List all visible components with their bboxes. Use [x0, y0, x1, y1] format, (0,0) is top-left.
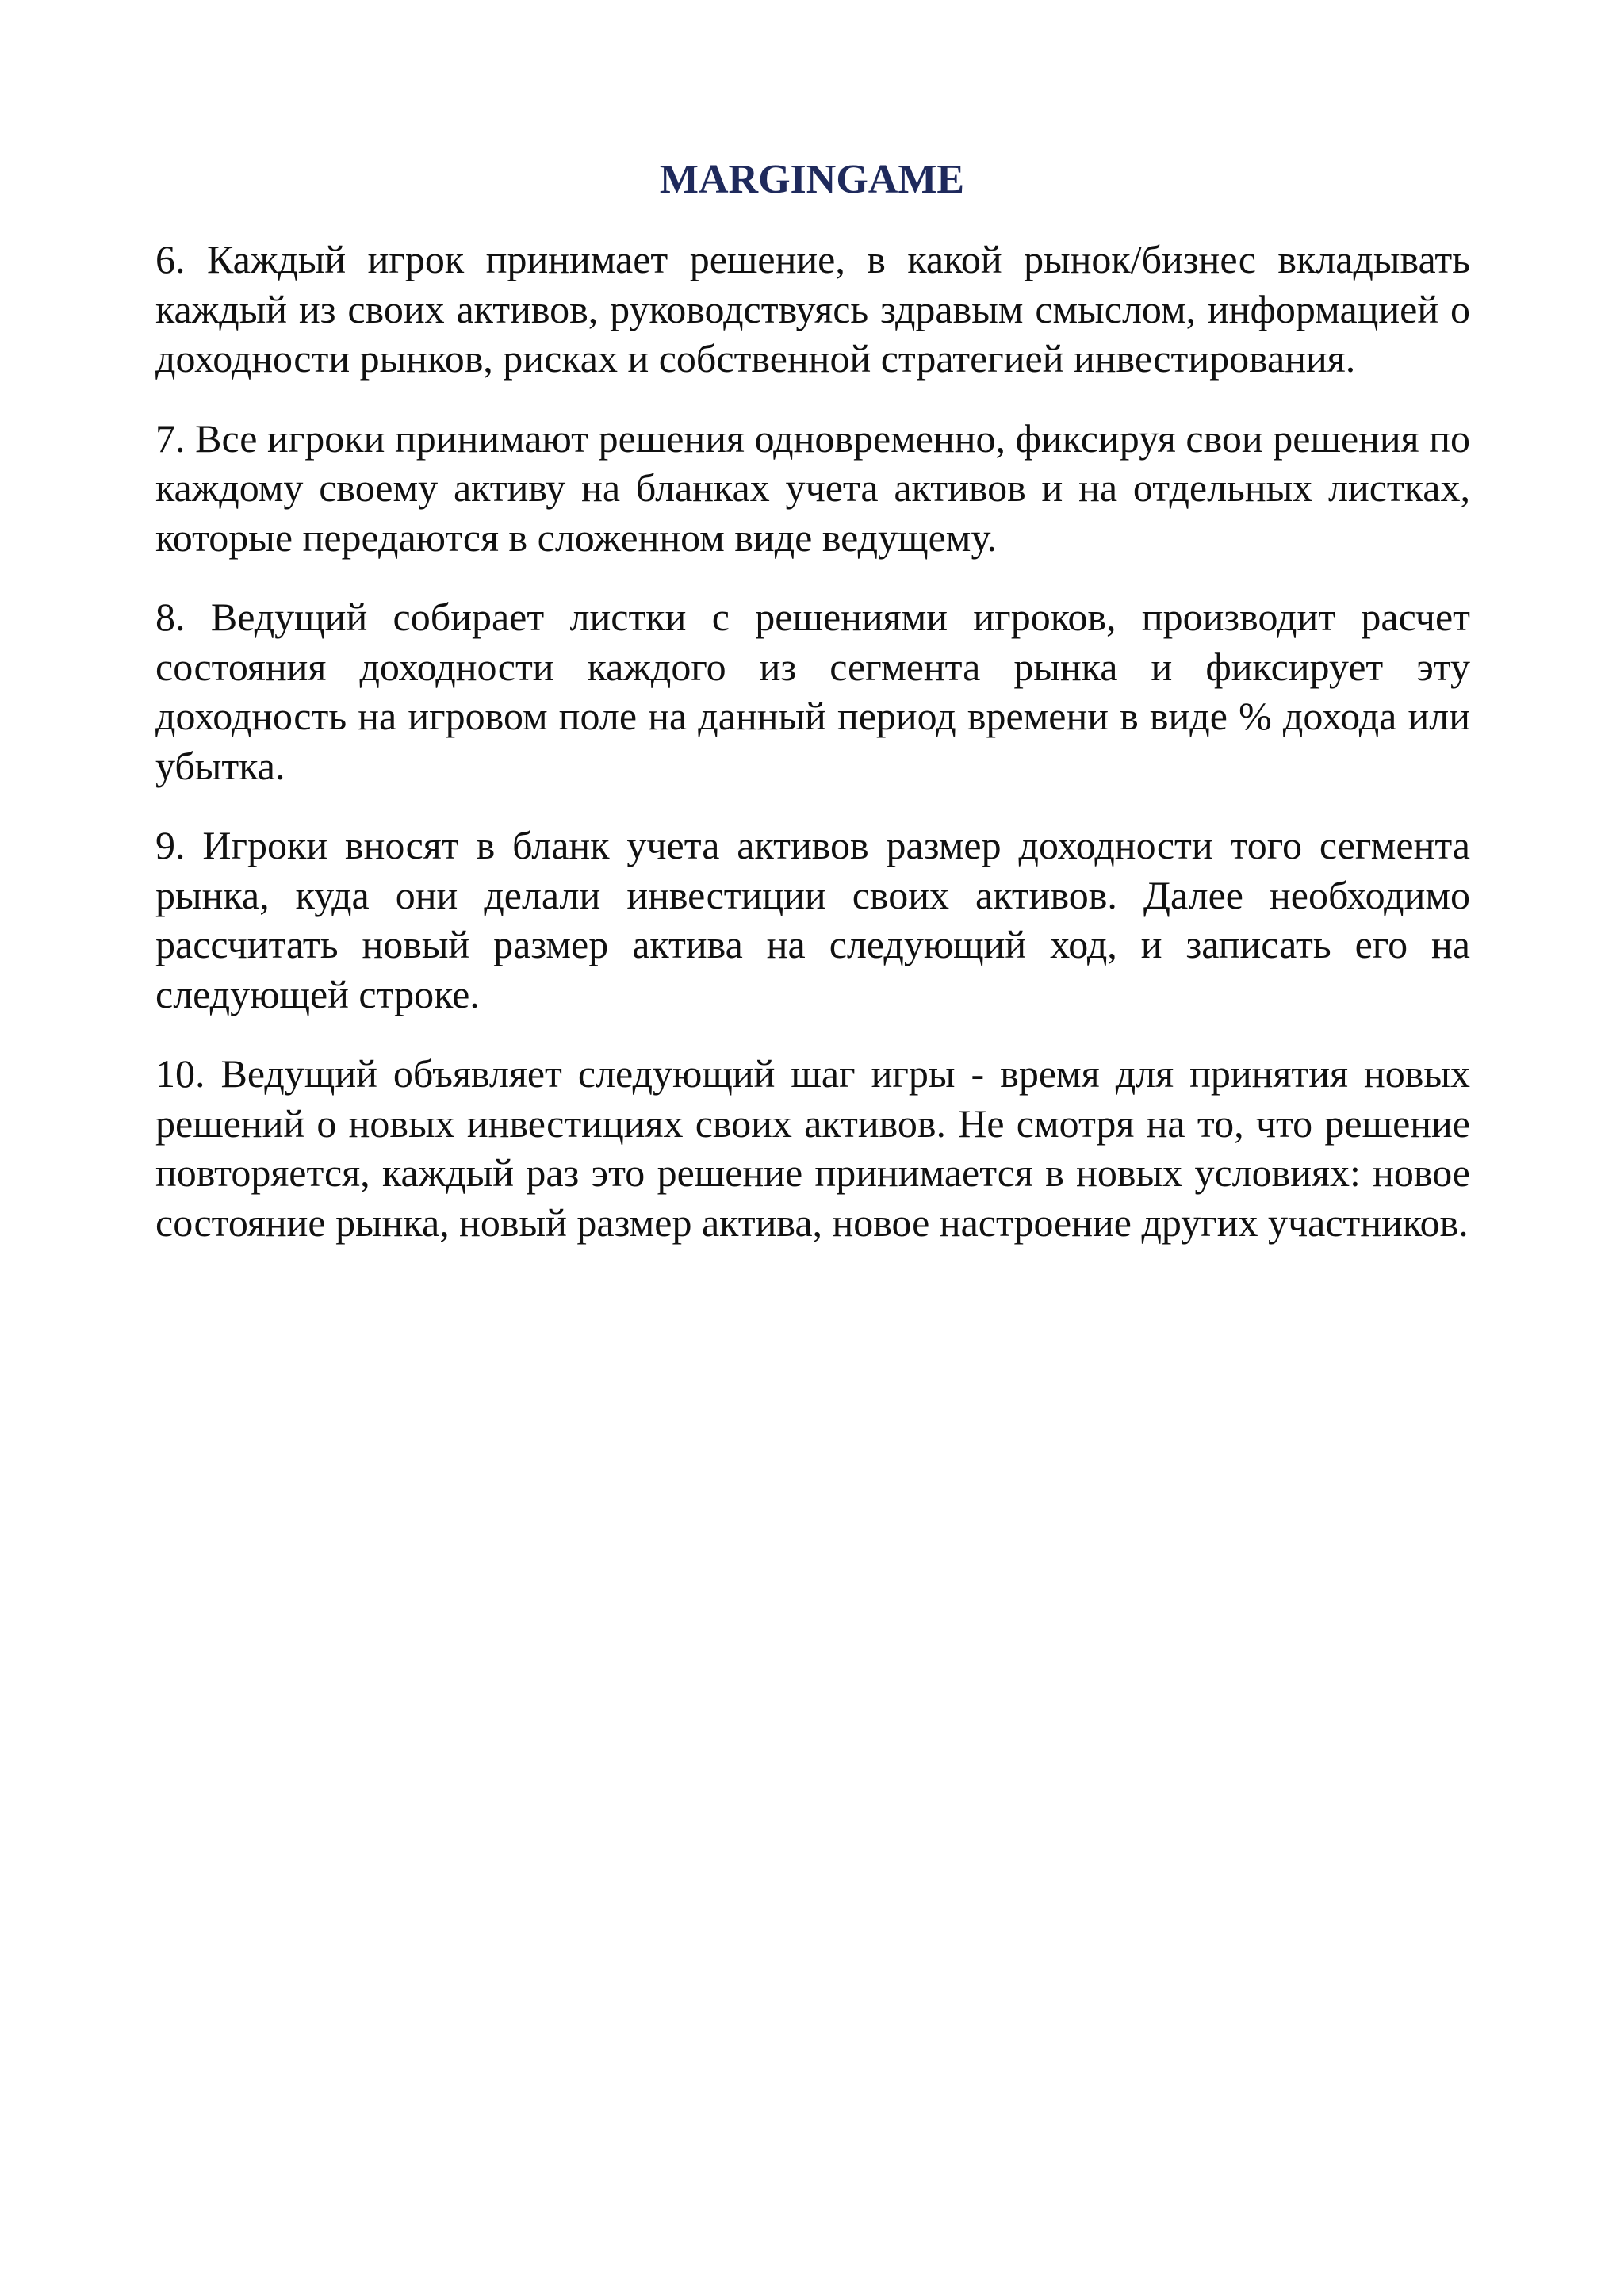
paragraph-rule-10: 10. Ведущий объявляет следующий шаг игры - время для принятия новых решений о новых инвестициях своих активов. Не смотря на то, что решение повторяется, каждый раз это решение принимается в новых условиях: новое состояние рынка, новый размер актива, новое настроение других участников. [155, 1051, 1470, 1245]
paragraph-rule-9: 9. Игроки вносят в бланк учета активов размер доходности того сегмента рынка, куда они делали инвестиции своих активов. Далее необходимо рассчитать новый размер актива на следующий ход, и записать его на следующей строке. [155, 823, 1470, 1016]
paragraph-rule-7: 7. Все игроки принимают решения одновременно, фиксируя свои решения по каждому своему активу на бланках учета активов и на отдельных листках, которые передаются в сложенном виде ведущему. [155, 415, 1470, 560]
page-title: MARGINGAME [659, 157, 965, 202]
document-body [155, 235, 1470, 1277]
paragraph-rule-6: 6. Каждый игрок принимает решение, в какой рынок/бизнес вкладывать каждый из своих активов, руководствуясь здравым смыслом, информацией о доходности рынков, рисках и собственной стратегией инвестирования. [155, 237, 1470, 381]
paragraph-rule-8: 8. Ведущий собирает листки с решениями игроков, производит расчет состояния доходности каждого из сегмента рынка и фиксирует эту доходность на игровом поле на данный период времени в виде % дохода или убытка. [155, 595, 1470, 788]
